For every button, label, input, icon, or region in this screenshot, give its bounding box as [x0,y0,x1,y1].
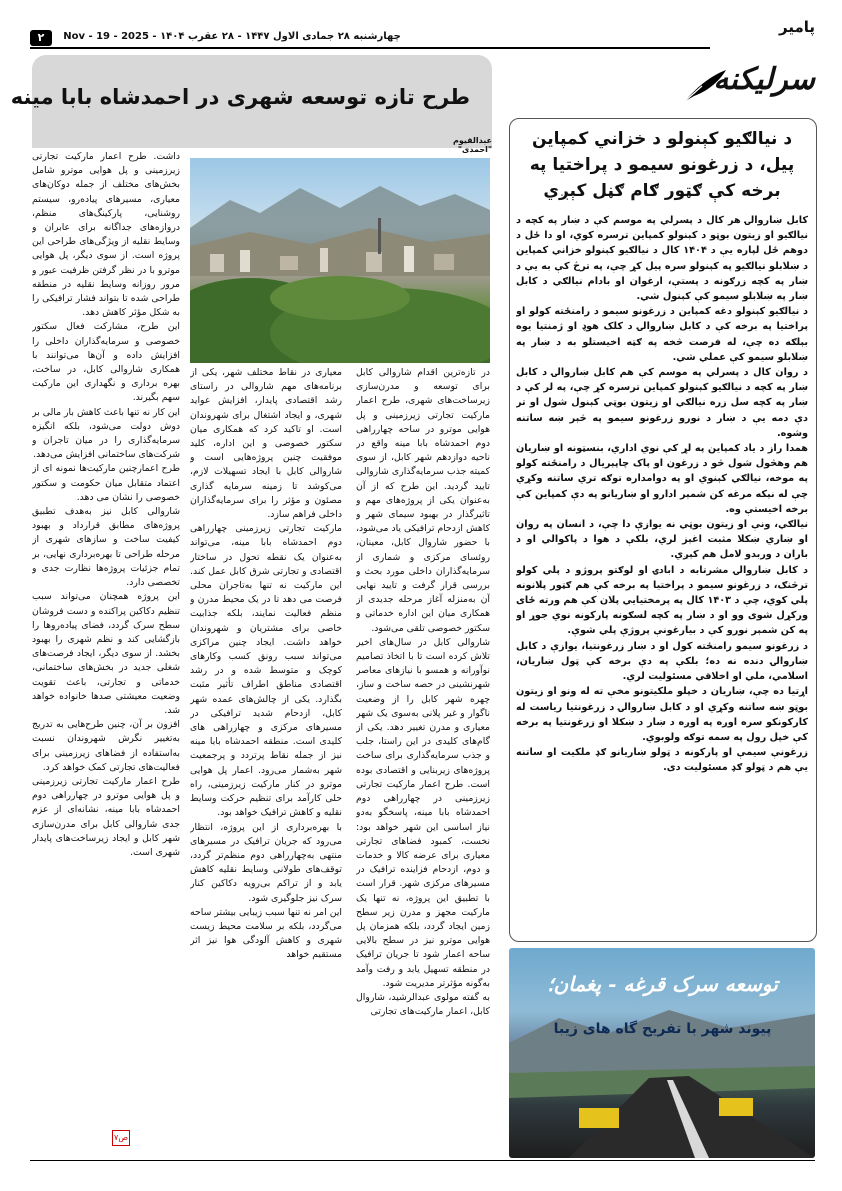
kabul-city-image [190,158,490,363]
paragraph: مارکیت تجارتی زیرزمینی چهارراهی دوم احمدشاه بابا مینه، می‌تواند به‌عنوان یک نقطه تحول در ساختار اقتصادی و تجارتی شرق کابل عمل کند. این مارکیت نه تنها به‌تاجران محلی فرصت می دهد تا در یک محیط مدرن و منظم فعالیت نمایند، بلکه جذابیت خاصی برای مشتریان و شهروندان خواهد داشت. ایجاد چنین مراکزی می‌تواند سبب رونق کسب وکارهای کوچک و متوسط شده و در رشد اقتصادی مناطق اطراف تأثیر مثبت بگذارد. یکی از چالش‌های عمده شهر کابل، ازدحام شدید ترافیکی در مسیرهای مرکزی و چهارراهی های کلیدی است. منطقه احمدشاه بابا مینه نیز از جمله نقاط پرتردد و پرجمعیت شهر به‌شمار می‌رود. اعمار پل هوایی موترو در کنار مارکیت زیرزمینی، راه حلی کارآمد برای تنظیم حرکت وسایط نقلیه و کاهش ترافیک خواهد بود. [190,523,342,819]
article-column-2 [190,366,342,1146]
article-column-3 [356,366,490,1146]
paragraph: به گفته مولوی عبدالرشید، شاروال کابل، اعمار مارکیت‌های تجارتی [356,991,490,1018]
article-column-1 [32,150,180,1128]
city-photo [190,158,490,363]
paragraph: د روان کال د پسرلي په موسم کې هم کابل ښاروالۍ د کابل ښار په کچه د نیالګیو کېنولو کمپاین ترسره کړ چې، په لر کې د ښار په کچه سل زره نیالګي او زیتون بوټي کېنول شول او تر دې دمه یې د ښار د نورو زرغونو سیمو په څېر ښه ساتنه وشوه. [516,367,808,439]
article-title-bar [10,55,492,148]
paragraph: د زرغونو سیمو رامنځته کول او د ښار زرغونتیا، یوازې د کابل ښاروالۍ دنده نه ده؛ بلکې په دې برخه کې ټول ښاریان، اسلامي، ملي او اخلاقي مسئولیت لري. [516,640,808,683]
paragraph: نیالګي، ونې او زیتون بوټي نه یوازې دا چې، د انسان په روان او ښاري ښکلا مثبت اغېز لري، بلکې د هوا د پاکوالي او د باران د وربدو لامل هم کېږي. [516,519,808,561]
paragraph: د نیالګیو کېنولو دغه کمپاین د زرغونو سیمو د رامنځته کولو او پراختیا په برخه کې د کابل ښاروالۍ د کلک هوډ او ژمنتیا یوه بېلګه ده چې، له فرصت څخه په ګټه اخیستلو به د ښار په ښلابلو سیمو کې عملي شي. [516,306,808,363]
dateline: چهارشنبه ۲۸ جمادی الاول ۱۴۴۷ - ۲۸ عقرب ۱۴۰۴ - Nov - 19 - 2025 [63,31,401,42]
paragraph: داشت. طرح اعمار مارکیت تجارتی زیرزمینی و پل هوایی موترو شامل بخش‌های مختلف از جمله دوکان‌های معیاری، مسیرهای پیاده‌رو، سیستم روشنایی، پارکینگ‌های منظم، دروازه‌های جداگانه برای عابران و وسایط نقلیه از ویژگی‌های طراحی این پروژه است. از سوی دیگر، پل هوایی موترو با در نظر گرفتن ظرفیت عبور و مرور روزانه وسایط نقلیه در منطقه طراحی شده تا بتواند فشار ترافیکی را به شکل مؤثر کاهش دهد. [32,151,180,319]
paragraph: همدا راز د یاد کمپاین په لړ کې نوي اداري، بنسټونه او ښاریان هم وهڅول شول څو د زرغون او پاک چاپېریال د رامنځته کولو په موخه، نیالګي کېنوي او په دوامداره توګه تري ساتنه وکړي چې له نېکه مرغه کن شمېر ادارو او ښاریانو په دې کمپاین کې برخه اخیستې وه. [516,443,808,515]
header-rule [30,47,710,49]
pashto-article-title: د نیالګیو کېنولو د خزاني کمپاین پیل، د زرغونو سیمو د پراختیا په برخه کې ګټور ګام ګڼل کېږي [529,129,795,201]
paragraph: معیاری در نقاط مختلف شهر، یکی از برنامه‌های مهم شاروالی در راستای رشد اقتصادی پایدار، افزایش عواید شهری، و ایجاد اشتغال برای شهروندان است. او تاکید کرد که همکاری میان سکتور خصوصی و این اداره، کلید موفقیت چنین پروژه‌هایی است و شاروالی کابل با ایجاد تسهیلات لازم، می‌کوشد تا زمینه سرمایه گذاری مصئون و مؤثر را برای سرمایه‌گذاران داخلی فراهم سازد. [190,367,342,521]
article-author: عبدالقیوم "احمدی" [453,136,492,154]
paragraph: کابل ښاروالۍ هر کال د پسرلي په موسم کې د ښار په کچه د نیالګیو او زیتون بوټو د کېنولو کمپاین ترسره کوي، او دا ځل د دوهم ځل لپاره یې د ۱۴۰۴ کال د نیالګیو کېنولو خزاني کمپاین د ښلابلو نیالګیو په کېنولو سره پیل کړ چې، په ترڅ کې به یې د ښار په کچه زرګونه د پستې، ارغوان او بادام نیالګي د کابل ښار په ښلابلو سیمو کې کېنول شي. [516,215,808,303]
paragraph: زرغونې سیمې او پارکونه د ټولو ښاریانو ګډ ملکیت او ساتنه یې هم د ټولو ګډ مسئولیت دی. [516,747,808,774]
section-name: پامیر [778,18,815,36]
paragraph: این پروژه همچنان می‌تواند سبب تنظیم دکاکین پراکنده و دست فروشان سطح سرک گردد، فضای پیاده‌روها را بازگشایی کند و نظم شهری را بهبود بخشد. از سوی دیگر، ایجاد فرصت‌های شغلی جدید در بخش‌های ساختمانی، خدماتی و تجارتی، باعث تقویت وضعیت معیشتی صدها خانواده خواهد شد. [32,591,180,716]
pashto-article-body [516,213,808,931]
paragraph: د کابل ښاروالۍ مشرتابه د ابادۍ او لوګتو پروژو د پلي کولو ترڅنګ، د زرغونو سیمو د پراختیا په برخه کې هم ګټور پلانونه پلي کوي، چې د ۱۴۰۳ کال په پرمختیایي پلان کې هم ورته ځای ورکړل شوی وو او د ښار په کچه لسګونه پارکونه نوي جوړ او په کن شمېر نورو کې د بیارغونې پروژې پلي شوې. [516,564,808,637]
ad-subheadline: پیوند شهر با تفریح گاه های زیبا [553,1021,772,1037]
paragraph: طرح اعمار مارکیت تجارتی زیرزمینی و پل هوایی موترو در چهارراهی دوم احمدشاه بابا مینه، نشانه‌ای از عزم جدی شاروالی کابل برای مدرن‌سازی شهر کابل و ایجاد زیرساخت‌های پایدار شهری است. [32,775,180,858]
paragraph: طرح اعمارچنین مارکیت‌ها نمونه ای از اعتماد متقابل میان حکومت و سکتور خصوصی را نشان می دهد. [32,463,180,503]
ad-headline: توسعه سرک قرغه - پغمان؛ [547,972,778,996]
paragraph: این طرح، مشارکت فعال سکتور خصوصی و سرمایه‌گذاران داخلی را افزایش داده و آن‌ها می‌توانند با همکاری شاروالی کابل، در ساخت، بهره برداری و نگهداری این مارکیت سهم بگیرند. [32,321,180,404]
page-reference: ص۷ [112,1130,130,1146]
paragraph: این کار نه تنها باعث کاهش بار مالی بر دوش دولت می‌شود، بلکه انگیزه سرمایه‌گذاری را در میان تاجران و شرکت‌های ساختمانی افزایش می‌دهد. [32,406,180,461]
paragraph: افزون بر آن، چنین طرح‌هایی به تدریج به‌تغییر نگرش شهروندان نسبت به‌استفاده از فضاهای زیرزمینی برای فعالیت‌های تجارتی کمک خواهد کرد. [32,719,180,773]
paragraph: شاروالی کابل در سال‌های اخیر تلاش کرده است تا با اتخاذ تصامیم نوآورانه و همسو با نیازهای معاصر شهرنشینی در حصه ساخت و ساز، چهره شهر کابل را از وضعیت ناگوار و غیر پلانی به‌سوی یک شهر معیاری و مدرن تغییر دهد. یکی از گام‌های کلیدی در این راستا، جلب و جذب سرمایه‌گذاری برای ساخت پروژه‌های زیربنایی و اقتصادی بوده است. طرح اعمار مارکیت تجارتی زیرزمینی در چهارراهی دوم احمدشاه بابا مینه، پاسخگو به‌دو نیاز اساسی این شهر خواهد بود: نخست، کمبود فضاهای تجارتی معیاری برای عرضه کالا و خدمات و دوم، ازدحام فزاینده ترافیک در مسیرهای مرکزی شهر. قرار است با تطبیق این پروژه، نه تنها یک مارکیت مجهز و مدرن زیر سطح زمین ایجاد گردد، بلکه همزمان پل هوایی موترو نیز در سطح بالایی ساحه اعمار شود تا جریان ترافیک در منطقه تسهیل یابد و رفت وآمد به‌گونه مؤثرتر مدیریت شود. [356,636,490,989]
paragraph: با بهره‌برداری از این پروژه، انتظار می‌رود که جریان ترافیک در مسیرهای منتهی به‌چهارراهی دوم منظم‌تر گردد، توقف‌های طولانی وسایط نقلیه کاهش یابد و از تراکم بی‌رویه دکاکین کنار سرک نیز جلوگیری شود. [190,821,342,904]
article-title: طرح تازه توسعه شهری در احمدشاه بابا مینه [10,85,470,109]
paragraph: در تازه‌ترین اقدام شاروالی کابل برای توسعه و مدرن‌سازی زیرساخت‌های شهری، طرح اعمار مارکیت تجارتی زیرزمینی و پل هوایی موترو در ساحه چهارراهی دوم احمدشاه بابا مینه واقع در ناحیه دوازدهم شهر کابل، از سوی کمیته جذب سرمایه‌گذاری شاروالی تایید گردید. این طرح که از آن به‌عنوان یکی از پروژه‌های مهم و تاثیرگذار در بهبود سیمای شهر و کاهش ازدحام ترافیکی یاد می‌شود، با حضور شاروال کابل، معینان، روئسای مرکزی و شماری از سرمایه‌گذاران داخلی مورد بحث و بررسی قرار گرفت و تایید نهایی آن به‌منزله آغاز مرحله جدیدی از همکاری میان این اداره خدماتی و سکتور خصوصی تلقی می‌شود. [356,367,490,634]
footer-rule [30,1160,815,1161]
paragraph: این امر نه تنها سبب زیبایی بیشتر ساحه می‌گردد، بلکه بر سلامت محیط زیست شهری و کاهش آلودگی هوا نیز اثر مستقیم خواهد [190,906,342,961]
column-logo [680,56,815,112]
logo-text: سرلیکنه [713,62,815,97]
paragraph: شاروالی کابل نیز به‌هدف تطبیق پروژه‌های مطابق قرارداد و بهبود کیفیت ساخت و سازهای شهری از مرحله طراحی تا بهره‌برداری نهایی، بر تمام جزئیات پروژه‌ها نظارت جدی و تخصصی دارد. [32,506,180,589]
page-number: ۲ [30,30,52,46]
paragraph: اړتیا ده چې، ښاریان د خپلو ملکیتونو مخې ته له ونو او زیتون بوټو ښه ساتنه وکړي او د کابل ښاروالۍ د زرغونتیا ریاست له کارکونکو سره اوږه په اوږه د ښار د ښکلا او زرغونتیا په برخه کې خپل رول په سمه توګه ولوبوي. [516,686,808,743]
